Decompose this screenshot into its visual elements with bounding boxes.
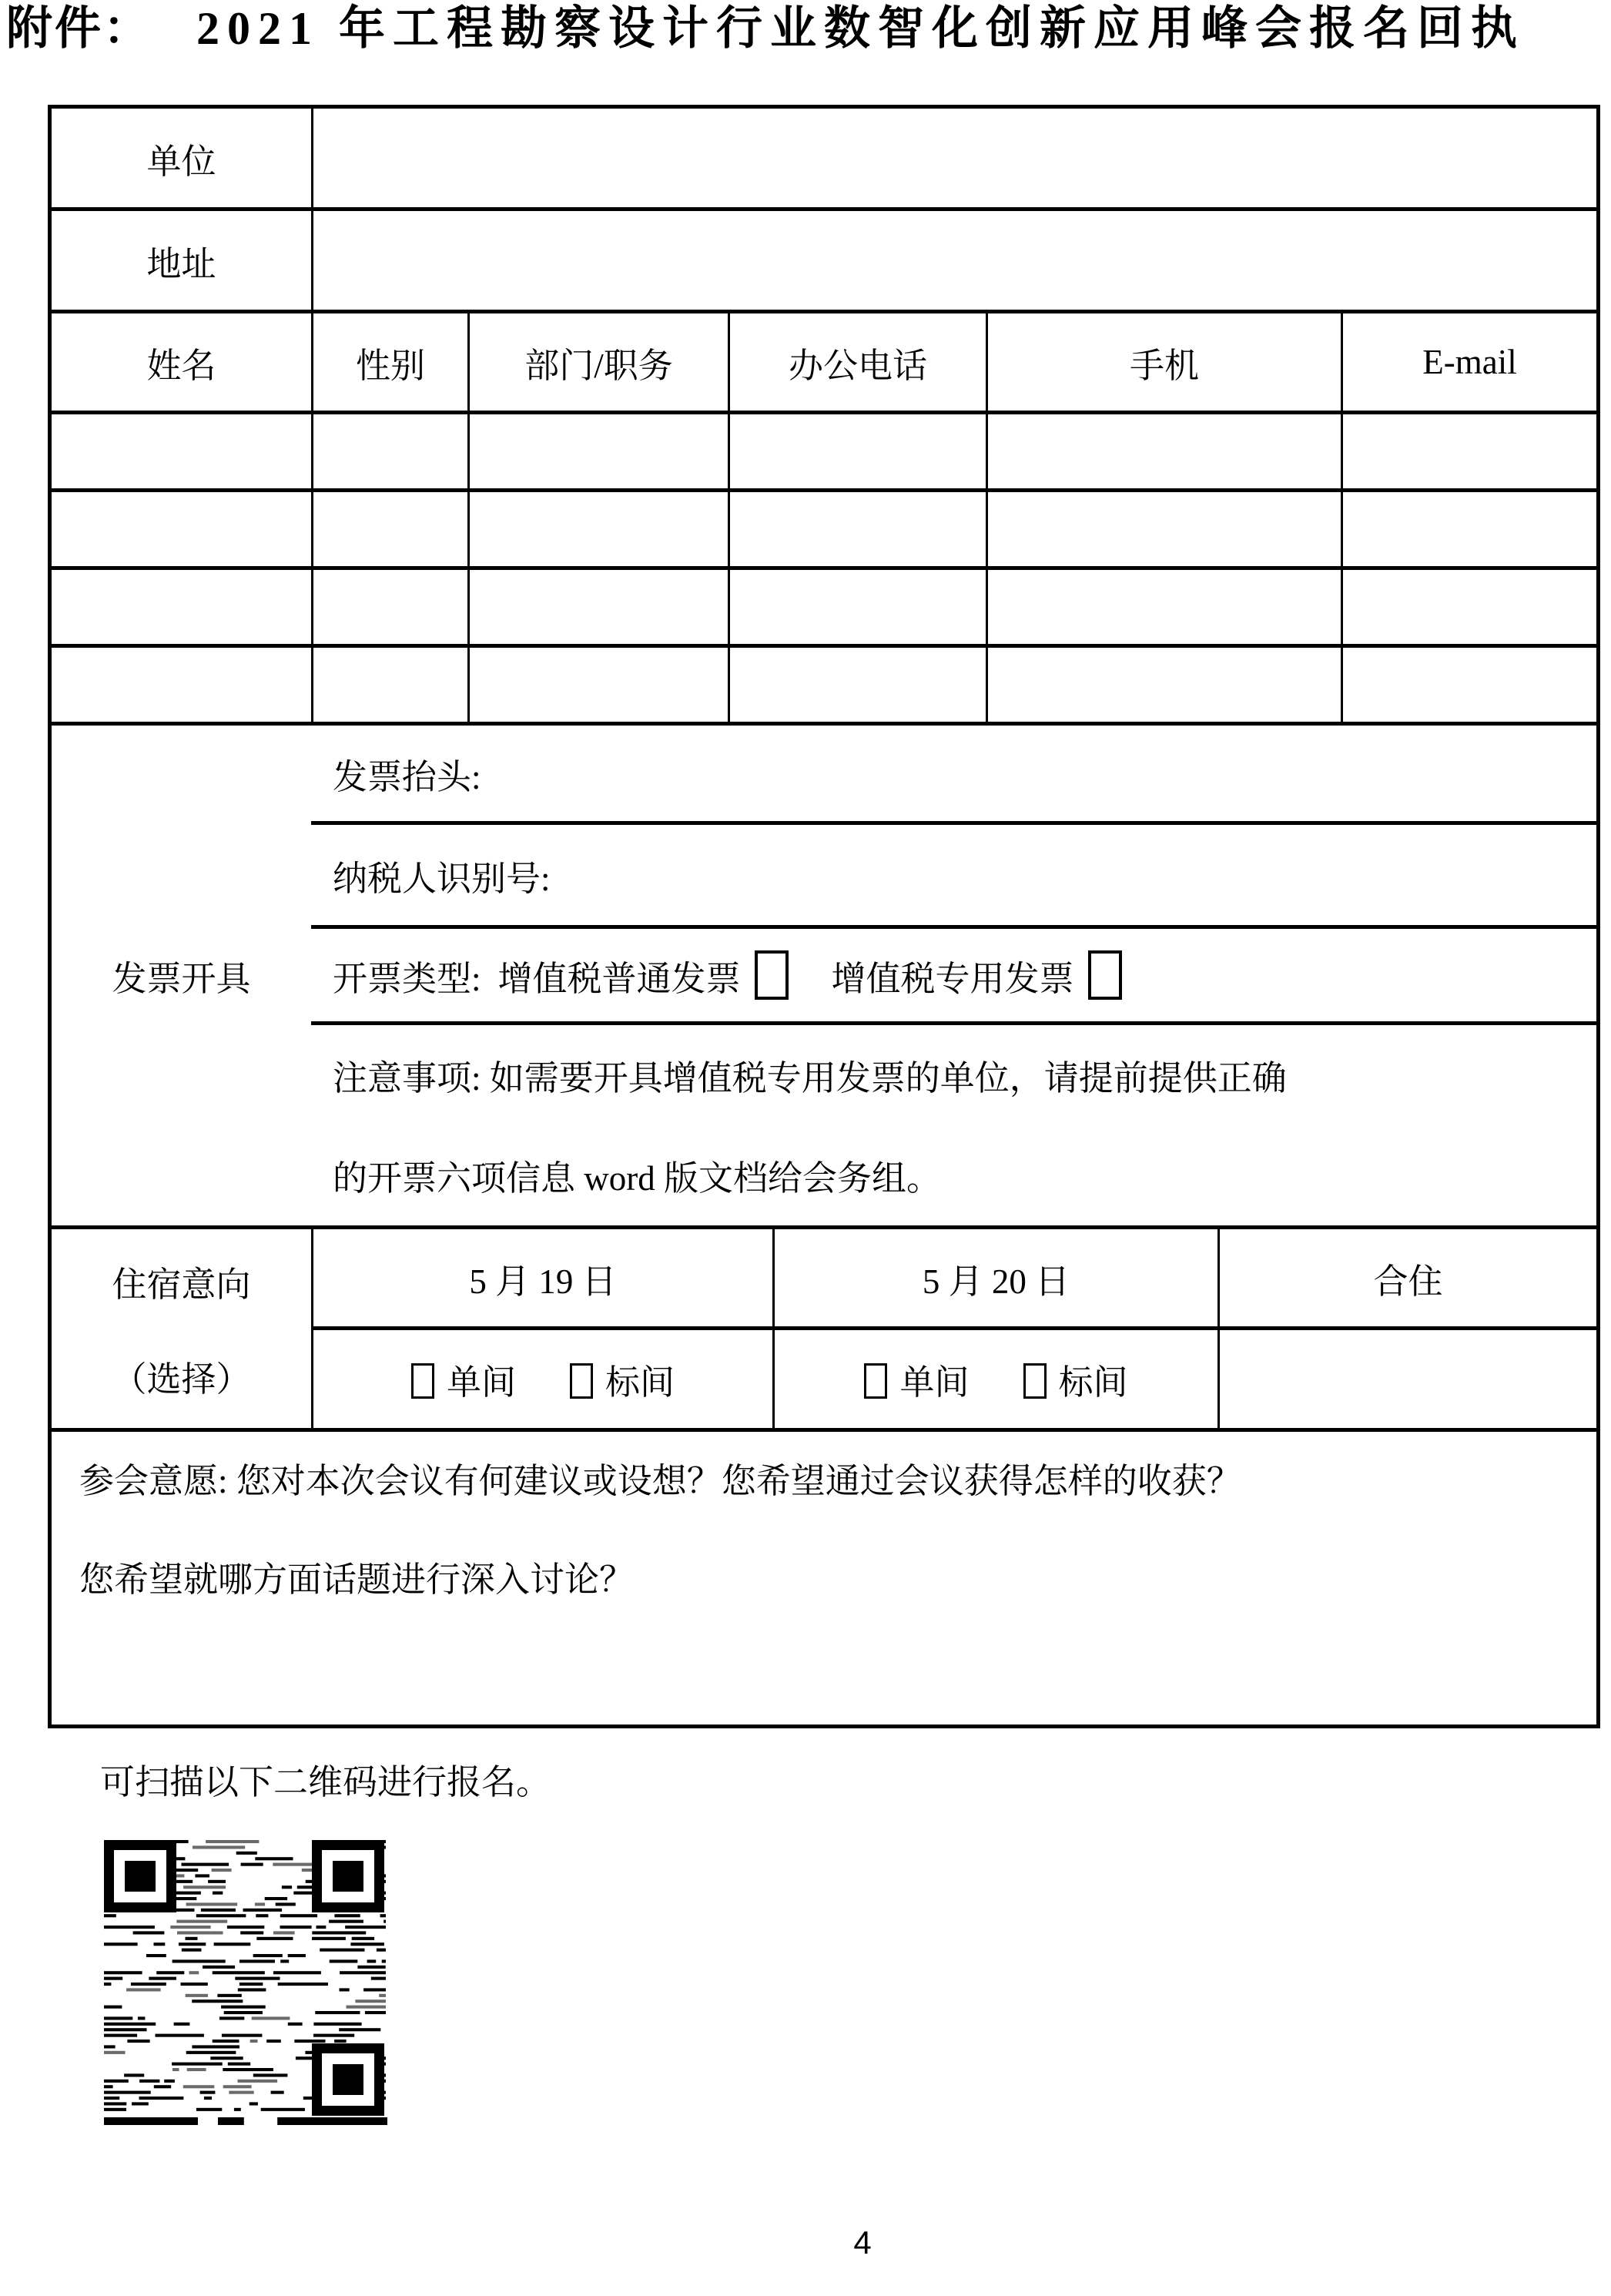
header-office-phone: 办公电话 (728, 313, 986, 411)
empty-cell[interactable] (1341, 570, 1596, 644)
vat-general-checkbox[interactable] (755, 950, 789, 1000)
invoice-note-row (311, 1021, 1596, 1228)
attachment-label: 附件： (6, 3, 152, 54)
person-row (52, 644, 1596, 722)
accommodation-label-line1: 住宿意向 (112, 1265, 251, 1304)
vat-special-label: 增值税专用发票 (831, 959, 1074, 998)
intent-text-cell[interactable] (52, 1432, 1596, 1725)
header-email: E-mail (1341, 313, 1596, 411)
intent-section (52, 1428, 1596, 1725)
form-title: 2021 年工程勘察设计行业数智化创新应用峰会报名回执 (196, 3, 1525, 54)
invoice-note-line1: 注意事项: 如需要开具增值税专用发票的单位，请提前提供正确 (333, 1059, 1287, 1098)
unit-row (52, 109, 1596, 207)
empty-cell[interactable] (986, 570, 1341, 644)
single-room-label: 单间 (446, 1363, 516, 1402)
tax-id-row[interactable] (311, 821, 1596, 925)
empty-cell[interactable] (986, 414, 1341, 488)
empty-cell[interactable] (311, 648, 467, 722)
empty-cell[interactable] (467, 414, 728, 488)
person-row (52, 566, 1596, 644)
vat-special-checkbox[interactable] (1088, 950, 1122, 1000)
person-row (52, 411, 1596, 488)
page-title (6, 0, 1608, 57)
accommodation-date-row (313, 1229, 1596, 1326)
header-department: 部门/职务 (467, 313, 728, 411)
empty-cell[interactable] (728, 492, 986, 566)
page-number: 4 (853, 2224, 872, 2261)
date-may20: 5 月 20 日 (772, 1229, 1217, 1326)
empty-cell[interactable] (311, 570, 467, 644)
accommodation-grid (311, 1229, 1596, 1428)
share-room-label: 合住 (1217, 1229, 1596, 1326)
empty-cell[interactable] (1341, 414, 1596, 488)
accommodation-label-line2: （选择） (112, 1360, 251, 1399)
tax-id-label: 纳税人识别号: (333, 859, 551, 898)
empty-cell[interactable] (728, 648, 986, 722)
vat-general-label: 增值税普通发票 (497, 959, 741, 998)
address-row (52, 207, 1596, 310)
may20-room-options (772, 1330, 1217, 1428)
invoice-type-row (311, 925, 1596, 1021)
standard-room-label: 标间 (1058, 1363, 1128, 1402)
header-name: 姓名 (146, 346, 216, 385)
empty-cell[interactable] (467, 570, 728, 644)
empty-cell[interactable] (728, 414, 986, 488)
person-header-row (52, 310, 1596, 411)
single-room-label: 单间 (899, 1363, 970, 1402)
intent-line1: 参会意愿: 您对本次会议有何建议或设想？您希望通过会议获得怎样的收获？ (79, 1462, 1241, 1500)
invoice-label: 发票开具 (112, 960, 251, 998)
person-row (52, 488, 1596, 566)
empty-cell[interactable] (986, 492, 1341, 566)
intent-line2: 您希望就哪方面话题进行深入讨论？ (79, 1560, 635, 1599)
accommodation-choice-row (313, 1326, 1596, 1428)
invoice-detail-column (311, 726, 1596, 1225)
empty-cell[interactable] (52, 492, 311, 566)
empty-cell[interactable] (52, 648, 311, 722)
empty-cell[interactable] (1341, 492, 1596, 566)
invoice-section (52, 722, 1596, 1225)
empty-cell[interactable] (467, 648, 728, 722)
may19-single-checkbox[interactable] (411, 1363, 434, 1399)
may19-room-options (313, 1330, 772, 1428)
invoice-note-line2: 的开票六项信息 word 版文档给会务组。 (333, 1159, 941, 1198)
empty-cell[interactable] (1341, 648, 1596, 722)
may19-standard-checkbox[interactable] (570, 1363, 593, 1399)
standard-room-label: 标间 (605, 1363, 675, 1402)
header-gender: 性别 (311, 313, 467, 411)
empty-cell[interactable] (986, 648, 1341, 722)
unit-input-cell[interactable] (311, 109, 1596, 207)
may20-standard-checkbox[interactable] (1023, 1363, 1047, 1399)
invoice-title-label: 发票抬头: (333, 757, 481, 796)
empty-cell[interactable] (52, 570, 311, 644)
header-mobile: 手机 (986, 313, 1341, 411)
qr-code-image (102, 1837, 389, 2127)
address-input-cell[interactable] (311, 211, 1596, 310)
may20-single-checkbox[interactable] (864, 1363, 887, 1399)
registration-form-table (48, 105, 1600, 1728)
scan-note: 可扫描以下二维码进行报名。 (100, 1763, 551, 1802)
accommodation-label (52, 1229, 311, 1428)
empty-cell[interactable] (52, 414, 311, 488)
share-room-input-cell[interactable] (1217, 1330, 1596, 1428)
accommodation-section (52, 1225, 1596, 1428)
address-label: 地址 (146, 244, 216, 283)
empty-cell[interactable] (728, 570, 986, 644)
empty-cell[interactable] (311, 492, 467, 566)
empty-cell[interactable] (467, 492, 728, 566)
date-may19: 5 月 19 日 (469, 1262, 617, 1301)
invoice-type-label: 开票类型: (333, 959, 481, 998)
invoice-title-row[interactable] (311, 726, 1596, 821)
unit-label: 单位 (146, 142, 216, 181)
empty-cell[interactable] (311, 414, 467, 488)
